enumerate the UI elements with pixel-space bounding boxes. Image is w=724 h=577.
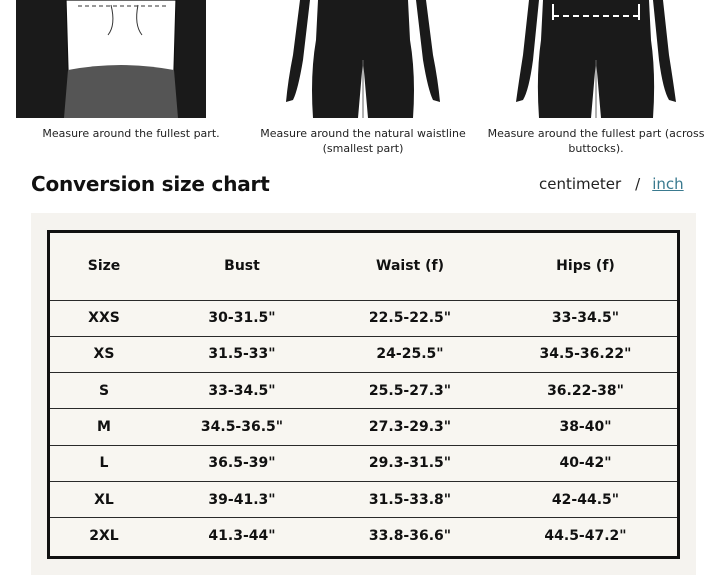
hips-measure-figure	[481, 0, 711, 160]
chart-title: Conversion size chart	[31, 172, 270, 196]
header-waist: Waist (f)	[376, 258, 444, 275]
waist-measure-figure	[248, 0, 478, 160]
table-row	[50, 409, 677, 445]
size-table	[50, 233, 677, 554]
cell-hips: 33-34.5"	[551, 310, 620, 327]
table-row	[50, 336, 677, 372]
cell-bust: 31.5-33"	[208, 346, 276, 363]
cell-bust: 30-31.5"	[208, 310, 276, 327]
cell-bust: 34.5-36.5"	[200, 419, 284, 436]
table-row	[50, 373, 677, 409]
unit-centimeter-option[interactable]: centimeter	[539, 175, 622, 193]
cell-waist: 24-25.5"	[376, 346, 444, 363]
cell-hips: 42-44.5"	[551, 491, 620, 508]
table-row	[50, 481, 677, 517]
cell-hips: 36.22-38"	[547, 382, 624, 399]
waist-measure-caption: Measure around the natural waistline (smallest part)	[260, 127, 466, 155]
cell-hips: 34.5-36.22"	[539, 346, 632, 363]
cell-waist: 33.8-36.6"	[368, 528, 452, 545]
cell-size: S	[98, 382, 110, 399]
unit-inch-link[interactable]: inch	[652, 175, 684, 193]
header-hips: Hips (f)	[556, 258, 615, 275]
bust-illustration	[16, 0, 246, 120]
cell-size: L	[99, 455, 109, 472]
bust-measure-figure	[16, 0, 246, 160]
cell-bust: 36.5-39"	[208, 455, 276, 472]
size-table-frame	[47, 230, 680, 559]
hips-measure-caption: Measure around the fullest part (across buttocks).	[487, 127, 705, 155]
cell-size: 2XL	[89, 528, 119, 545]
cell-hips: 44.5-47.2"	[544, 528, 627, 545]
cell-waist: 22.5-22.5"	[368, 310, 452, 327]
unit-toggle	[539, 175, 684, 193]
table-row	[50, 445, 677, 481]
hips-illustration	[481, 0, 711, 120]
bust-measure-caption: Measure around the fullest part.	[42, 127, 220, 140]
cell-waist: 29.3-31.5"	[368, 455, 452, 472]
cell-size: M	[97, 419, 111, 436]
cell-size: XL	[94, 491, 114, 508]
cell-bust: 33-34.5"	[208, 382, 276, 399]
unit-separator: /	[635, 175, 641, 193]
table-row	[50, 300, 677, 336]
measurement-figures	[0, 0, 724, 160]
cell-waist: 31.5-33.8"	[368, 491, 452, 508]
header-size: Size	[87, 258, 121, 275]
table-header-row	[50, 233, 677, 300]
table-row	[50, 518, 677, 554]
cell-hips: 38-40"	[559, 419, 612, 436]
cell-bust: 39-41.3"	[208, 491, 276, 508]
cell-waist: 27.3-29.3"	[368, 419, 452, 436]
header-bust: Bust	[224, 258, 260, 275]
cell-size: XXS	[88, 310, 120, 327]
cell-size: XS	[93, 346, 115, 363]
cell-waist: 25.5-27.3"	[368, 382, 452, 399]
cell-bust: 41.3-44"	[208, 528, 276, 545]
cell-hips: 40-42"	[559, 455, 612, 472]
waist-illustration	[248, 0, 478, 120]
size-table-container	[31, 213, 696, 575]
